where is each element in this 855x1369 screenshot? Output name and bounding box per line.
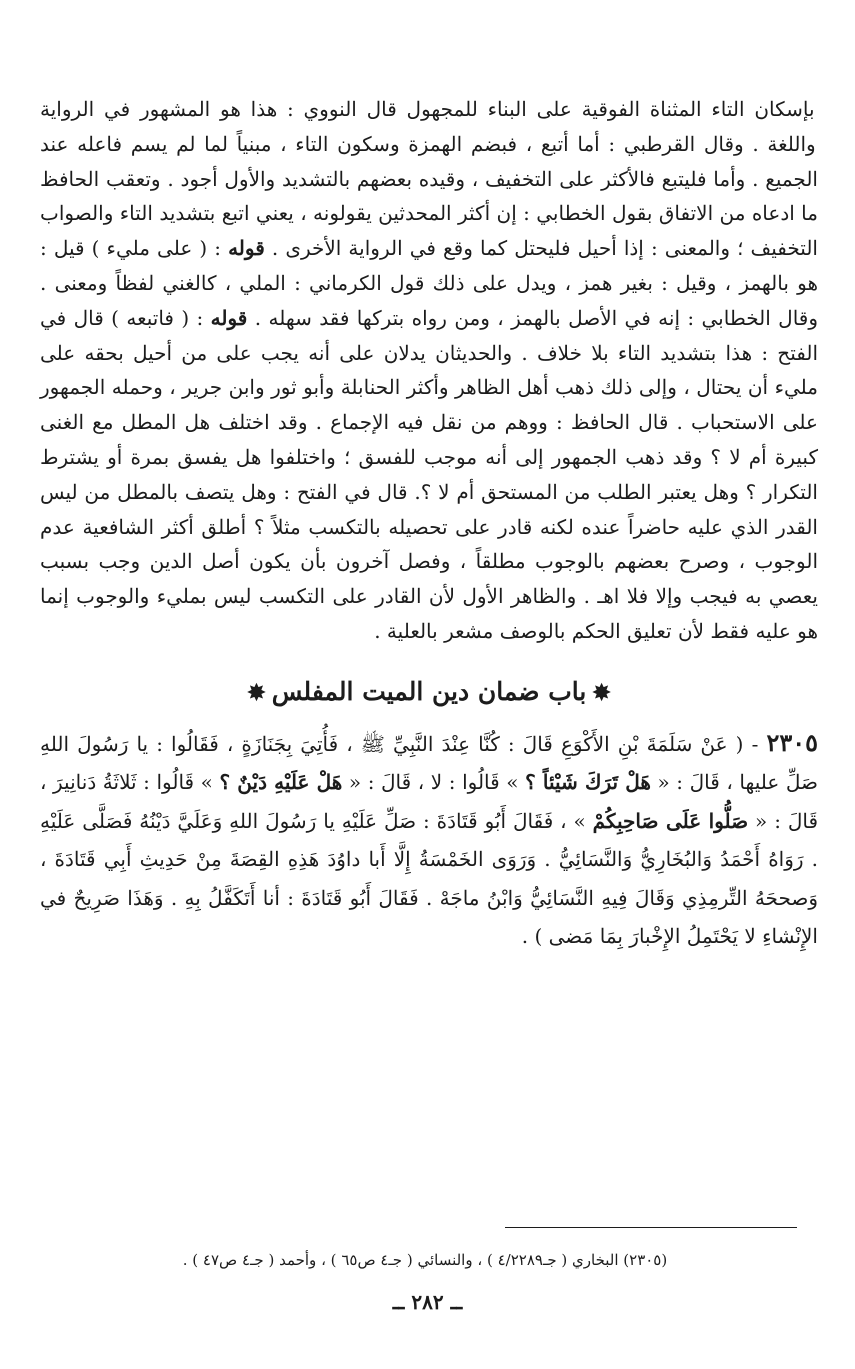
prophet-quote: هَلْ تَرَكَ شَيْئاً ؟ bbox=[525, 770, 651, 795]
hadith-segment: » قَالُوا : ثَلاثَةُ دَنانِيرَ ، قَالَ : « bbox=[40, 770, 819, 833]
qawluh-text: : ( فاتبعه ) قال في الفتح : هذا بتشديد التاء بلا خلاف . والحديثان يدلان على أنه يجب على من أحيل بحقه على مليء أن يحتال ، وإلى ذلك ذهب أهل الظاهر وأكثر الحنابلة وأبو ثور وابن جرير ، وحمله الجمهور على الاستحباب . قال الحافظ : ووهم من نقل فيه الإجماع . وقد اختلف هل المطل مع الغنى كبيرة أم لا ؟ وقد ذهب الجمهور إلى أنه موجب للفسق ؛ واختلفوا هل يفسق بمرة أو يشترط التكرار ؟ وهل يعتبر الطلب من المستحق أم لا ؟. قال في الفتح : وهل يتصف بالمطل من ليس القدر الذي عليه حاضراً عنده لكنه قادر على تحصيله بالتكسب مثلاً ؟ أطلق أكثر الشافعية عدم الوجوب ، وصرح بعضهم بالوجوب مطلقاً ، وفصل آخرون بأن يكون أصل الدين وجب بسبب يعصي به فيجب وإلا فلا اهـ . والظاهر الأول لأن القادر على التكسب ليس بمليء والوجوب إنما هو عليه فقط لأن تعليق الحكم بالوصف مشعر بالعلية . bbox=[40, 305, 819, 643]
commentary-line: بإسكان التاء المثناة الفوقية على البناء للمجهول قال النووي : هذا هو المشهور في الرواية bbox=[40, 97, 815, 121]
commentary bbox=[40, 92, 818, 649]
chapter-title: باب ضمان دين الميت المفلس bbox=[271, 676, 587, 706]
prophet-quote: هَلْ عَلَيْهِ دَيْنٌ ؟ bbox=[219, 770, 343, 795]
page-number: ــ ٢٨٢ ــ bbox=[392, 1290, 463, 1314]
hadith-segment: - ( عَنْ سَلَمَةَ بْنِ الأَكْوَعِ قَالَ : كُنَّا عِنْدَ النَّبِيِّ ﷺ ، فَأُتِيَ بِجَنَازَةٍ ، فَقَالُوا : يا رَسُولَ اللهِ صَلِّ عليها ، قَالَ : « bbox=[40, 731, 818, 795]
hadith-number: ٢٣٠٥ bbox=[766, 727, 818, 757]
qawluh-label: قوله bbox=[210, 305, 248, 330]
page-body bbox=[40, 92, 818, 956]
commentary-line: واللغة . وقال القرطبي : أما أتبع ، فبضم الهمزة وسكون التاء ، مبنياً لما لم يسم فاعله عند bbox=[40, 131, 816, 156]
footnote-divider bbox=[505, 1227, 797, 1228]
commentary-text bbox=[40, 92, 818, 649]
flower-ornament-icon: ✸ bbox=[592, 679, 611, 706]
hadith-segment: » قَالُوا : لا ، قَالَ : « bbox=[342, 770, 526, 795]
footnote: (٢٣٠٥) البخاري ( جـ٤/٢٢٨٩ ) ، والنسائي ( جـ٤ ص٦٥ ) ، وأحمد ( جـ٤ ص٤٧ ) . bbox=[182, 1251, 668, 1269]
commentary-line: بتشديد التاء والصواب التخفيف ؛ والمعنى : إذا أحيل فليحتل كما وقع في الرواية الأخرى . bbox=[40, 201, 818, 261]
prophet-quote: صَلُّوا عَلَى صَاحِبِكُمْ bbox=[592, 808, 749, 833]
hadith-text bbox=[40, 724, 818, 956]
commentary-line: الجميع . وأما فليتبع فالأكثر على التخفيف ، وقيده بعضهم بالتشديد والأول أجود . bbox=[160, 166, 818, 191]
qawluh-label: قوله bbox=[228, 236, 265, 261]
qawluh-text: : ( على مليء ) قيل : هو بالهمز ، وقيل : بغير همز ، ويدل على ذلك قول الكرماني : الملي ، كالغني لفظاً ومعنى . وقال الخطابي : إنه في الأصل بالهمز ، ومن رواه بتركها فقد سهله . bbox=[40, 236, 819, 330]
commentary-line: وتعقب الحافظ ما ادعاه من الاتفاق بقول الخطابي : إن أكثر المحدثين يقولونه ، يعني اتبع bbox=[40, 166, 818, 226]
chapter-heading bbox=[40, 675, 818, 710]
hadith-block bbox=[40, 724, 818, 956]
flower-ornament-icon: ✸ bbox=[247, 679, 266, 706]
hadith-segment: » ، فَقَالَ أَبُو قَتَادَةَ : صَلِّ عَلَيْهِ يا رَسُولَ اللهِ وَعَلَيَّ دَيْنُهُ فَصَلَّى عَلَيْهِ . رَوَاهُ أَحْمَدُ وَالبُخَارِيُّ وَالنَّسَائِيُّ . وَرَوَى الخَمْسَةُ إِلَّا أَبا داوُدَ هَذِهِ القِصَةَ مِنْ حَدِيثِ أَبِي قَتَادَةَ ، وَصححَهُ التِّرمِذِي وَقَالَ فِيهِ النَّسَائِيُّ وَابْنُ ماجَهْ . فَقَالَ أَبُو قَتَادَةَ : أنا أَتَكَفَّلُ بِهِ . وَهَذَا صَرِيحٌ في الإِنْشاءِ لا يَحْتَمِلُ الإِخْبارَ بِمَا مَضى ) . bbox=[40, 808, 818, 949]
